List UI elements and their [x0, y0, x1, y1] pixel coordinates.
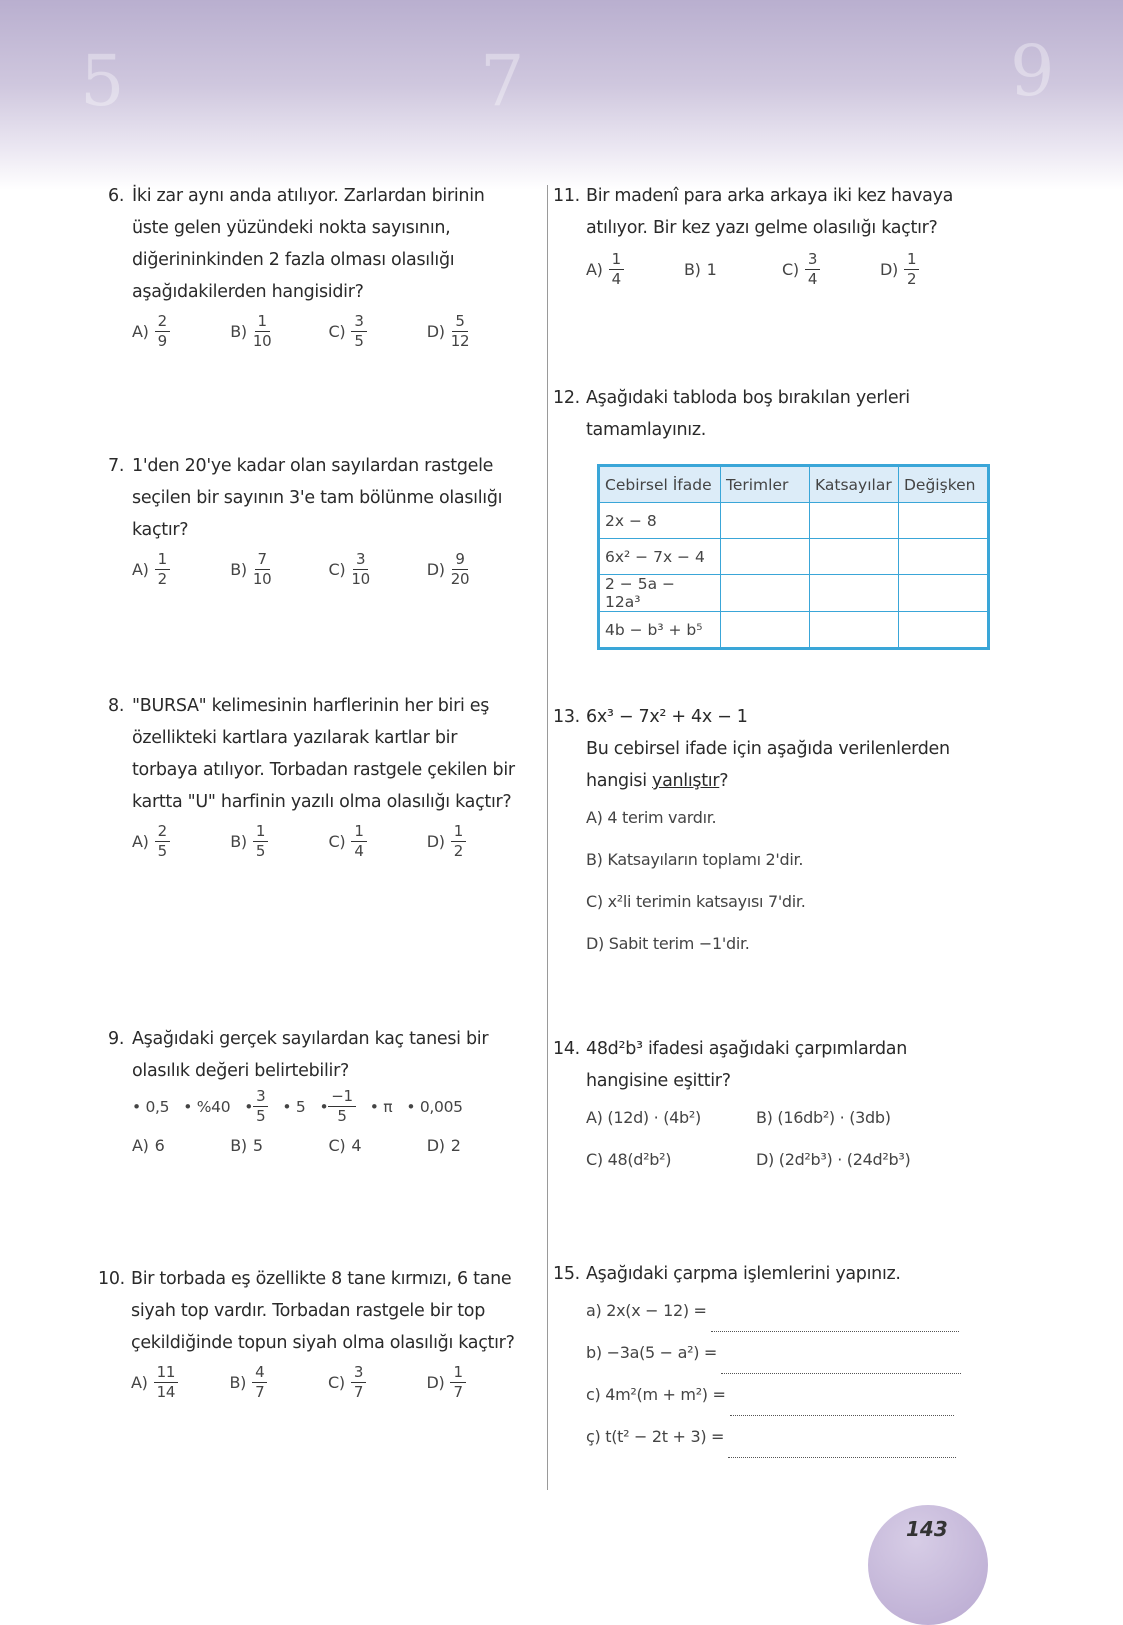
answer-options — [586, 250, 978, 289]
answer-option-d[interactable] — [880, 250, 978, 289]
value-item: • %40 — [183, 1097, 231, 1116]
fraction — [253, 550, 272, 589]
question-number: 14. — [553, 1039, 580, 1059]
question-9 — [108, 1023, 525, 1162]
answer-option-b[interactable] — [230, 312, 328, 351]
fraction — [609, 250, 624, 289]
question-text: 1'den 20'ye kadar olan sayılardan rastgele seçilen bir sayının 3'e tam bölünme olasılığı kaçtır? — [132, 456, 503, 540]
option-label: D) — [426, 321, 445, 341]
option-label: C) — [782, 259, 799, 279]
blank-cell[interactable] — [810, 503, 899, 539]
question-number: 13. — [553, 707, 580, 727]
blank-cell[interactable] — [899, 503, 989, 539]
value-item: • $\frac{-1}{5}$ — [319, 1087, 355, 1126]
fraction — [904, 250, 919, 289]
question-number: 15. — [553, 1264, 580, 1284]
header-variable: Değişken — [899, 466, 989, 503]
answer-line[interactable] — [711, 1313, 959, 1332]
text-part: ? — [719, 771, 729, 791]
numerator: 1 — [351, 822, 366, 842]
question-text: Aşağıdaki çarpma işlemlerini yapınız. — [586, 1264, 901, 1284]
option-label: D) — [426, 1136, 445, 1155]
option-value: 1 — [706, 259, 717, 279]
option-label: C) — [328, 321, 346, 341]
exercise-text: a) 2x(x − 12) = — [586, 1301, 707, 1320]
denominator: 4 — [611, 270, 621, 288]
option-c[interactable]: C) 48(d²b²) — [586, 1150, 672, 1169]
blank-cell[interactable] — [810, 539, 899, 575]
question-8 — [108, 690, 525, 861]
option-b[interactable]: B) Katsayıların toplamı 2'dir. — [586, 850, 804, 869]
answer-option-b[interactable] — [230, 550, 328, 589]
blank-cell[interactable] — [810, 612, 899, 649]
fraction — [155, 312, 170, 351]
exercise-text: b) −3a(5 − a²) = — [586, 1343, 718, 1362]
answer-option-b[interactable] — [230, 1363, 329, 1402]
denominator: 12 — [450, 332, 470, 350]
answer-line[interactable] — [721, 1355, 961, 1374]
page-header-banner — [0, 0, 1123, 190]
answer-option-a[interactable] — [132, 312, 230, 351]
fraction — [328, 1087, 356, 1126]
answer-options — [131, 1363, 525, 1402]
answer-options — [132, 312, 525, 351]
blank-cell[interactable] — [899, 575, 989, 612]
question-15 — [553, 1258, 978, 1458]
option-value: 6 — [154, 1136, 165, 1155]
answer-option-a[interactable] — [586, 250, 684, 289]
option-label: A) — [132, 559, 149, 579]
option-b[interactable]: B) (16db²) · (3db) — [756, 1108, 891, 1127]
numerator: 11 — [154, 1363, 179, 1383]
question-number: 12. — [553, 388, 580, 408]
denominator: 5 — [157, 842, 167, 860]
numerator: 3 — [351, 1363, 366, 1383]
decorative-digit: 9 — [1010, 30, 1055, 112]
numerator: 4 — [252, 1363, 267, 1383]
denominator: 10 — [252, 332, 272, 350]
fraction — [451, 550, 470, 589]
denominator: 7 — [453, 1383, 463, 1401]
answer-option-c[interactable] — [329, 822, 427, 861]
numerator: 1 — [904, 250, 919, 270]
fraction — [351, 1363, 366, 1402]
option-label: D) — [880, 259, 898, 279]
denominator: 2 — [453, 842, 463, 860]
option-value: 2 — [450, 1136, 461, 1155]
expression-cell: 6x² − 7x − 4 — [599, 539, 721, 575]
answer-options — [132, 550, 525, 589]
fraction — [351, 312, 366, 351]
option-label: B) — [229, 1372, 247, 1392]
option-c[interactable]: C) x²li terimin katsayısı 7'dir. — [586, 892, 806, 911]
fraction — [450, 1363, 465, 1402]
numerator: 7 — [255, 550, 270, 570]
fraction — [155, 822, 170, 861]
blank-cell[interactable] — [899, 612, 989, 649]
answer-option-b[interactable] — [230, 1130, 328, 1162]
denominator: 7 — [255, 1383, 265, 1401]
denominator: 9 — [157, 332, 167, 350]
option-label: A) — [586, 259, 603, 279]
answer-option-c[interactable] — [782, 250, 880, 289]
blank-cell[interactable] — [721, 503, 810, 539]
fraction — [252, 1363, 267, 1402]
option-d[interactable]: D) (2d²b³) · (24d²b³) — [756, 1150, 911, 1169]
question-text: "BURSA" kelimesinin harflerinin her biri eş özellikteki kartlara yazılarak kartlar bir torbaya atılıyor. Torbadan rastgele çekilen bir kartta "U" harfinin yazılı olma olasılığı kaçtır? — [132, 696, 515, 812]
numerator: 1 — [255, 312, 270, 332]
question-number: 10. — [98, 1269, 125, 1289]
value-item: • π — [369, 1097, 393, 1116]
algebraic-expression-table — [597, 464, 990, 650]
decorative-digit: 5 — [80, 40, 125, 122]
denominator: 2 — [906, 270, 917, 288]
denominator: 4 — [354, 842, 364, 860]
answer-option-d[interactable] — [427, 822, 525, 861]
answer-option-c[interactable] — [329, 1130, 427, 1162]
option-label: A) — [132, 831, 149, 851]
option-label: A) — [132, 1136, 149, 1155]
question-6 — [108, 180, 525, 351]
question-text: Aşağıdaki tabloda boş bırakılan yerleri tamamlayınız. — [586, 388, 910, 440]
numerator: 1 — [253, 822, 268, 842]
question-expression: 6x³ − 7x² + 4x − 1 — [586, 707, 748, 727]
answer-line[interactable] — [728, 1439, 956, 1458]
exercise-c — [586, 1374, 978, 1416]
numerator: 3 — [805, 250, 820, 270]
numerator: 1 — [451, 822, 466, 842]
denominator: 2 — [157, 570, 167, 588]
fraction — [451, 312, 470, 351]
value-item: • 0,5 — [132, 1097, 170, 1116]
denominator: 14 — [156, 1383, 176, 1401]
option-label: B) — [230, 1136, 247, 1155]
options-row — [553, 1139, 978, 1181]
denominator: 10 — [351, 570, 370, 588]
expression-cell: 2x − 8 — [599, 503, 721, 539]
value-list — [132, 1087, 525, 1126]
question-text — [586, 733, 978, 797]
exercise-c-cedilla — [586, 1416, 978, 1458]
underlined-word: yanlıştır — [652, 771, 720, 791]
option-label: C) — [328, 1372, 345, 1392]
blank-cell[interactable] — [810, 575, 899, 612]
option-value: 4 — [351, 1136, 362, 1155]
header-coefficients: Katsayılar — [810, 466, 899, 503]
value-item: • 5 — [282, 1097, 306, 1116]
answer-option-b[interactable] — [230, 822, 328, 861]
numerator: 3 — [351, 312, 366, 332]
option-a[interactable]: A) 4 terim vardır. — [586, 808, 717, 827]
answer-option-a[interactable] — [132, 822, 230, 861]
question-11 — [553, 180, 978, 289]
answer-option-a[interactable] — [132, 550, 230, 589]
fraction — [253, 822, 268, 861]
blank-cell[interactable] — [721, 612, 810, 649]
numerator: 3 — [353, 550, 368, 570]
option-label: D) — [426, 559, 445, 579]
denominator: 4 — [807, 270, 818, 288]
exercise-text: c) 4m²(m + m²) = — [586, 1385, 726, 1404]
answer-option-a[interactable] — [132, 1130, 230, 1162]
fraction — [155, 550, 170, 589]
question-text: Bir madenî para arka arkaya iki kez havaya atılıyor. Bir kez yazı gelme olasılığı kaçtır? — [586, 186, 954, 238]
fraction — [154, 1363, 179, 1402]
numerator: 2 — [155, 312, 170, 332]
option-label: D) — [426, 1372, 445, 1392]
numerator: 1 — [155, 550, 170, 570]
fraction — [451, 822, 466, 861]
answer-option-d[interactable] — [427, 1130, 525, 1162]
option-label: B) — [684, 259, 701, 279]
page-number: 143 — [906, 1517, 948, 1541]
denominator: 5 — [337, 1107, 347, 1125]
option-label: D) — [426, 831, 445, 851]
question-number: 11. — [553, 186, 580, 206]
blank-cell[interactable] — [899, 539, 989, 575]
numerator: 2 — [155, 822, 170, 842]
question-text: 48d²b³ ifadesi aşağıdaki çarpımlardan hangisine eşittir? — [586, 1039, 908, 1091]
numerator: −1 — [328, 1087, 356, 1107]
denominator: 7 — [353, 1383, 364, 1401]
header-terms: Terimler — [721, 466, 810, 503]
answer-options — [132, 822, 525, 861]
column-divider — [547, 185, 548, 1490]
answer-option-d[interactable] — [427, 550, 525, 589]
question-13 — [553, 701, 978, 965]
fraction — [253, 312, 272, 351]
expression-cell: 4b − b³ + b⁵ — [599, 612, 721, 649]
text-part: Bu cebirsel ifade için aşağıda verilenlerden hangisi — [586, 739, 950, 791]
question-12 — [553, 382, 978, 446]
answer-option-c[interactable] — [329, 550, 427, 589]
numerator: 9 — [452, 550, 467, 570]
header-expression: Cebirsel İfade — [599, 466, 721, 503]
question-text: Bir torbada eş özellikte 8 tane kırmızı, 6 tane siyah top vardır. Torbadan rastgele bir top çekildiğinde topun siyah olma olasılığı kaçtır? — [131, 1269, 515, 1353]
option-label: B) — [230, 831, 247, 851]
answer-option-d[interactable] — [427, 312, 525, 351]
question-10 — [98, 1263, 525, 1402]
option-label: B) — [230, 321, 247, 341]
numerator: 1 — [450, 1363, 465, 1383]
answer-option-a[interactable] — [131, 1363, 230, 1402]
blank-cell[interactable] — [721, 539, 810, 575]
exercise-text: ç) t(t² − 2t + 3) = — [586, 1427, 725, 1446]
exercise-a — [586, 1290, 978, 1332]
denominator: 10 — [252, 570, 272, 588]
question-text: İki zar aynı anda atılıyor. Zarlardan birinin üste gelen yüzündeki nokta sayısının, diğerininkinden 2 fazla olması olasılığı aşağıdakilerden hangisidir? — [132, 186, 485, 302]
options-row — [553, 1097, 978, 1139]
question-number: 7. — [108, 456, 125, 476]
question-number: 8. — [108, 696, 125, 716]
answer-options — [132, 1130, 525, 1162]
expression-cell: 2 − 5a − 12a³ — [599, 575, 721, 612]
value-item: • 0,005 — [406, 1097, 463, 1116]
option-a[interactable]: A) (12d) · (4b²) — [586, 1108, 701, 1127]
fraction — [351, 550, 370, 589]
question-number: 6. — [108, 186, 125, 206]
fraction — [253, 1087, 268, 1126]
question-7 — [108, 450, 525, 589]
value-item: • $\frac{3}{5}$ — [244, 1087, 268, 1126]
numerator: 3 — [253, 1087, 268, 1107]
denominator: 5 — [354, 332, 364, 350]
option-label: C) — [328, 1136, 346, 1155]
question-number: 9. — [108, 1029, 125, 1049]
exercise-b — [586, 1332, 978, 1374]
answer-option-d[interactable] — [427, 1363, 526, 1402]
denominator: 5 — [256, 1107, 266, 1125]
decorative-digit: 7 — [480, 40, 525, 122]
numerator: 5 — [452, 312, 467, 332]
option-label: C) — [328, 831, 346, 851]
option-d[interactable]: D) Sabit terim −1'dir. — [586, 934, 750, 953]
answer-line[interactable] — [730, 1397, 954, 1416]
question-text: Aşağıdaki gerçek sayılardan kaç tanesi bir olasılık değeri belirtebilir? — [132, 1029, 489, 1081]
answer-option-c[interactable] — [329, 312, 427, 351]
blank-cell[interactable] — [721, 575, 810, 612]
option-value: 5 — [252, 1136, 263, 1155]
fraction — [351, 822, 366, 861]
question-14 — [553, 1033, 978, 1181]
denominator: 5 — [255, 842, 266, 860]
option-label: C) — [328, 559, 346, 579]
answer-option-b[interactable] — [684, 254, 782, 286]
numerator: 1 — [609, 250, 624, 270]
option-label: A) — [132, 321, 149, 341]
denominator: 20 — [450, 570, 470, 588]
option-label: A) — [131, 1372, 148, 1392]
page-number-badge — [868, 1505, 988, 1625]
answer-option-c[interactable] — [328, 1363, 427, 1402]
option-label: B) — [230, 559, 247, 579]
fraction — [805, 250, 820, 289]
